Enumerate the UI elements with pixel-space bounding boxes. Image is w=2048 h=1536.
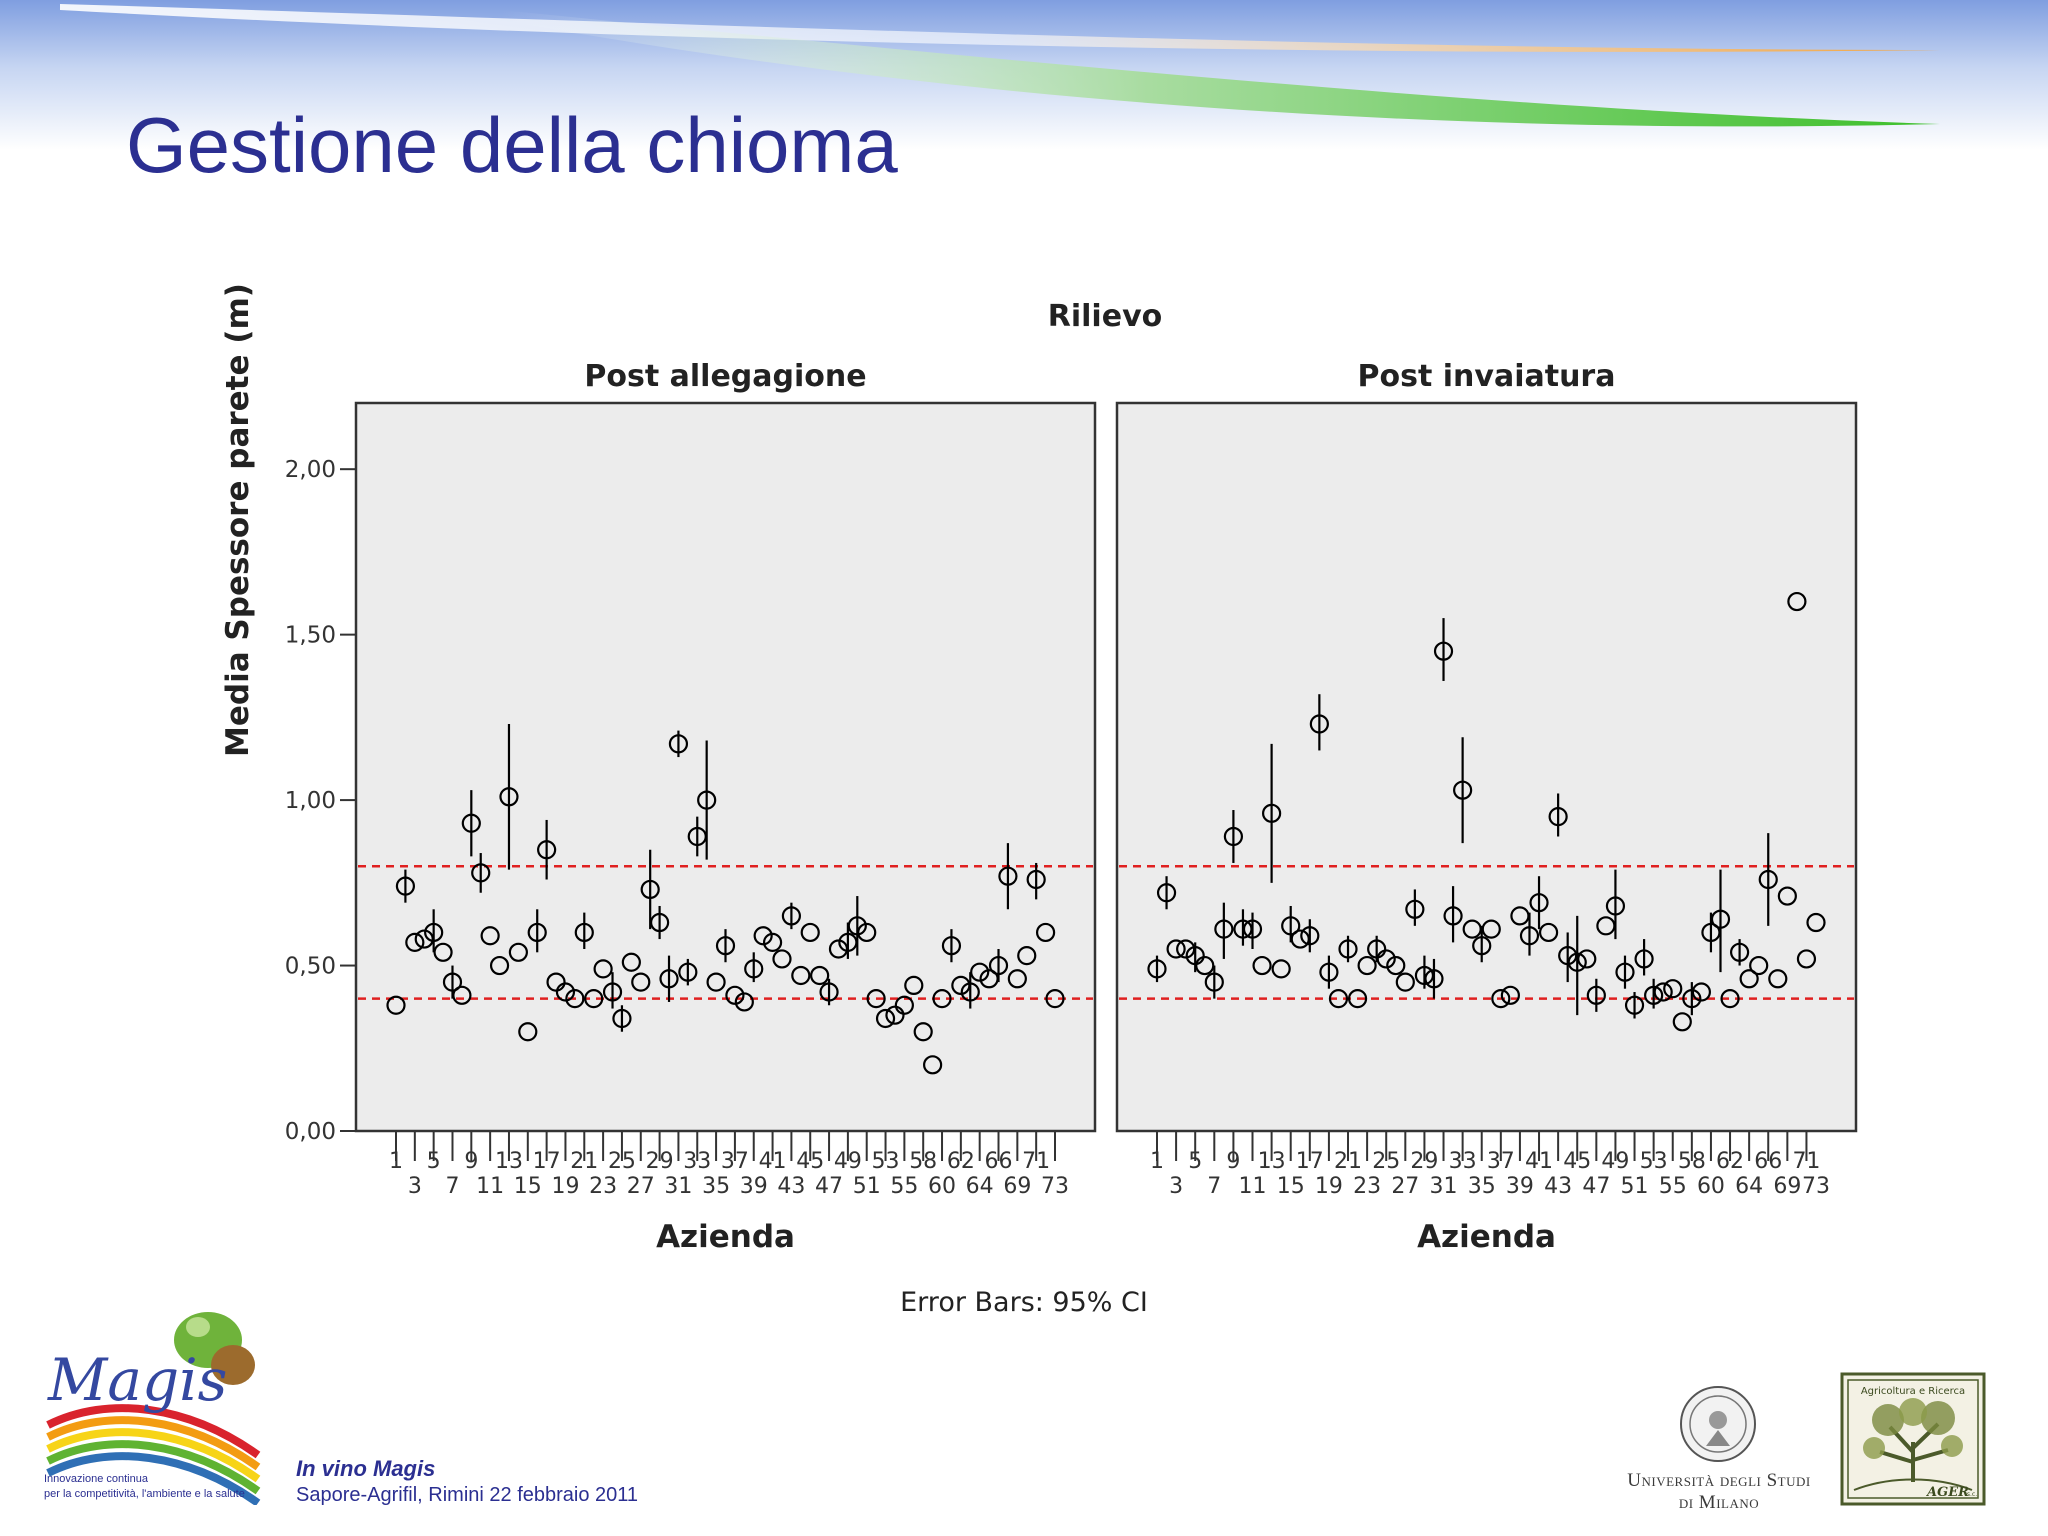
x-tick-label: 41 [758,1149,787,1174]
y-tick-label: 0,00 [284,1119,336,1145]
magis-logo-text: Magis [48,1346,228,1414]
x-tick-label: 60 [1696,1174,1725,1199]
x-tick-label: 13 [494,1149,523,1174]
chart-panels [285,359,1856,1255]
x-tick-label: 3 [1169,1174,1184,1199]
x-tick-label: 1 [389,1149,403,1174]
x-tick-label: 15 [1276,1174,1305,1199]
x-tick-label: 73 [1041,1174,1069,1199]
x-tick-label: 55 [890,1174,919,1199]
x-tick-label: 25 [607,1149,636,1174]
slide-title: Gestione della chioma [126,101,898,189]
y-tick-label: 1,00 [284,788,336,815]
x-tick-label: 51 [852,1174,881,1199]
x-tick-label: 47 [1582,1174,1611,1199]
university-name [1604,1470,1834,1514]
chart-footnote: Error Bars: 95% CI [900,1287,1148,1318]
x-tick-label: 33 [1448,1149,1477,1174]
x-tick-label: 11 [476,1174,505,1199]
x-tick-label: 62 [1716,1149,1745,1174]
x-tick-label: 55 [1658,1174,1687,1199]
x-tick-label: 37 [1486,1149,1515,1174]
y-tick-label: 1,50 [284,622,336,649]
magis-caption-line1: Innovazione continua [44,1473,148,1485]
panel-title: Post invaiatura [1357,359,1616,394]
footer-event-subtitle: Sapore-Agrifil, Rimini 22 febbraio 2011 [296,1484,639,1506]
x-tick-label: 3 [407,1174,422,1199]
x-tick-label: 66 [1754,1149,1783,1174]
y-axis [285,457,356,1145]
x-tick-label: 7 [1207,1174,1222,1199]
x-tick-label: 39 [1505,1174,1534,1199]
ager-bottom-text: AGER [1927,1485,1969,1500]
university-name-line2: di Milano [1678,1492,1760,1513]
panel-1 [356,359,1095,1255]
ager-suffix-text: s.c. [1966,1491,1978,1498]
x-tick-label: 43 [777,1174,806,1199]
x-tick-label: 41 [1525,1149,1554,1174]
x-tick-label: 7 [445,1174,460,1199]
x-tick-label: 47 [815,1174,844,1199]
x-tick-label: 58 [1677,1149,1706,1174]
x-tick-label: 27 [626,1174,655,1199]
x-tick-label: 5 [1188,1149,1203,1174]
panel-plot-area [356,403,1095,1131]
x-tick-label: 37 [720,1149,749,1174]
footer-event-title: In vino Magis [296,1456,436,1481]
x-tick-label: 73 [1802,1174,1830,1199]
panel-title: Post allegagione [584,359,867,394]
x-tick-label: 29 [1410,1149,1439,1174]
x-tick-label: 69 [1003,1174,1032,1199]
x-tick-label: 25 [1372,1149,1401,1174]
y-tick-label: 0,50 [284,953,336,980]
x-tick-label: 53 [1639,1149,1668,1174]
ager-logo [1840,1372,1986,1506]
x-tick-label: 43 [1544,1174,1573,1199]
x-tick-label: 15 [513,1174,542,1199]
x-tick-label: 39 [739,1174,768,1199]
x-tick-label: 58 [909,1149,938,1174]
x-tick-label: 49 [833,1149,862,1174]
x-tick-label: 29 [645,1149,674,1174]
magis-caption-line2: per la competitività, l'ambiente e la salute [44,1488,245,1500]
ager-top-text: Agricoltura e Ricerca [1860,1386,1966,1397]
panel-2 [1117,359,1856,1255]
x-tick-label: 19 [1314,1174,1343,1199]
x-tick-label: 21 [1334,1149,1363,1174]
x-tick-label: 21 [570,1149,599,1174]
x-tick-label: 23 [1353,1174,1382,1199]
panel-plot-area [1117,403,1856,1131]
x-tick-label: 45 [1563,1149,1592,1174]
x-axis-label: Azienda [656,1219,795,1255]
chart-title: Rilievo [1047,299,1163,334]
x-tick-label: 64 [1735,1174,1764,1199]
x-tick-label: 60 [928,1174,957,1199]
university-seal-icon [1678,1384,1758,1464]
x-tick-label: 64 [965,1174,994,1199]
x-tick-label: 66 [984,1149,1013,1174]
x-tick-label: 17 [1295,1149,1324,1174]
x-tick-label: 35 [702,1174,731,1199]
y-axis-label: Media Spessore parete (m) [220,283,256,757]
x-tick-label: 35 [1467,1174,1496,1199]
x-tick-label: 49 [1601,1149,1630,1174]
x-tick-label: 33 [683,1149,712,1174]
x-tick-label: 51 [1620,1174,1649,1199]
x-tick-label: 11 [1238,1174,1267,1199]
x-tick-label: 19 [551,1174,580,1199]
x-axis-label: Azienda [1417,1219,1556,1255]
x-tick-label: 53 [871,1149,900,1174]
y-tick-label: 2,00 [284,457,336,484]
x-tick-label: 45 [796,1149,825,1174]
x-tick-label: 9 [1226,1149,1241,1174]
x-tick-label: 1 [1150,1149,1164,1174]
x-tick-label: 23 [589,1174,618,1199]
x-tick-label: 5 [426,1149,441,1174]
x-tick-label: 69 [1773,1174,1802,1199]
x-tick-label: 27 [1391,1174,1420,1199]
x-tick-label: 62 [946,1149,975,1174]
x-tick-label: 9 [464,1149,479,1174]
x-tick-label: 71 [1792,1149,1821,1174]
x-tick-label: 31 [1429,1174,1458,1199]
x-tick-label: 13 [1257,1149,1286,1174]
x-tick-label: 17 [532,1149,561,1174]
university-name-line1: Università degli Studi [1627,1470,1811,1491]
x-tick-label: 31 [664,1174,693,1199]
x-tick-label: 71 [1022,1149,1051,1174]
magis-caption [44,1472,245,1502]
